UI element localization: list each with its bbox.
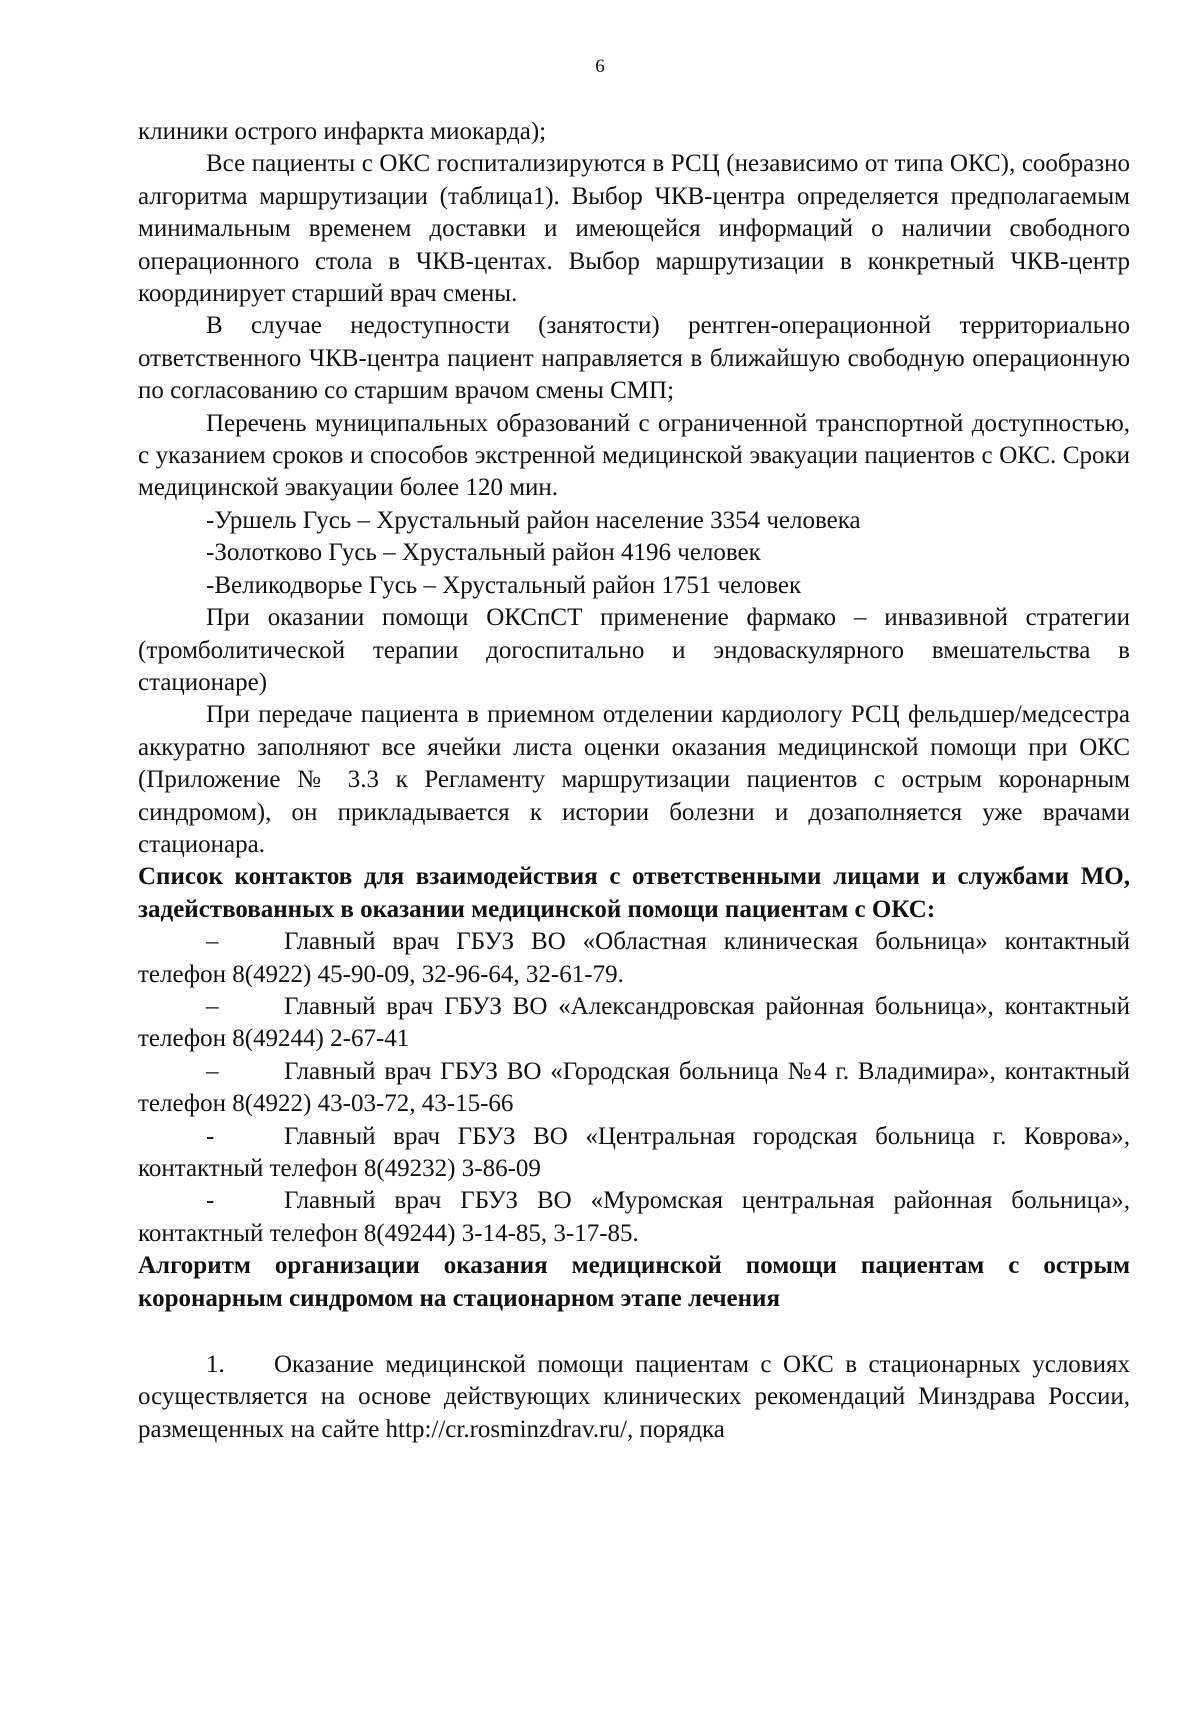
list-dash: - (206, 1122, 215, 1150)
list-item-locality: -Великодворье Гусь – Хрустальный район 1751 человек (206, 571, 802, 599)
algorithm-heading: Алгоритм организации оказания медицинской помощи пациентам с острым коронарным синдромом на стационарном этапе лечения (138, 1252, 1130, 1312)
list-dash: – (206, 1057, 219, 1085)
paragraph-hospitalization: Все пациенты с ОКС госпитализируются в РСЦ (независимо от типа ОКС), сообразно алгоритма маршрутизации (таблица1). Выбор ЧКВ-центра определяется предполагаемым минимальным временем доставки и имеющейся информаций о наличии свободного операционного стола в ЧКВ-центах. Выбор маршрутизации в конкретный ЧКВ-центр координирует старший врач смены. (138, 150, 1130, 308)
contact-text: Главный врач ГБУЗ ВО «Александровская районная больница», контактный телефон 8(49244) 2-67-41 (138, 992, 1130, 1053)
item-text: Оказание медицинской помощи пациентам с ОКС в стационарных условиях осуществляется на основе действующих клинических рекомендаций Минздрава России, размещенных на сайте http://cr.rosminzdrav.ru/, порядка (138, 1351, 1130, 1443)
paragraph-municipalities: Перечень муниципальных образований с ограниченной транспортной доступностью, с указанием сроков и способов экстренной медицинской эвакуации пациентов с ОКС. Сроки медицинской эвакуации более 120 мин. (138, 409, 1130, 502)
contacts-heading: Список контактов для взаимодействия с ответственными лицами и службами МО, задействованных в оказании медицинской помощи пациентам с ОКС: (138, 863, 1130, 923)
contact-text: Главный врач ГБУЗ ВО «Центральная городская больница г. Коврова», контактный телефон 8(49232) 3-86-09 (138, 1122, 1130, 1182)
contact-item (138, 1056, 1130, 1121)
page-number: 6 (595, 56, 605, 77)
list-item-locality: -Уршель Гусь – Хрустальный район население 3354 человека (206, 506, 861, 534)
contact-text: Главный врач ГБУЗ ВО «Областная клиническая больница» контактный телефон 8(4922) 45-90-09, 32-96-64, 32-61-79. (138, 928, 1130, 988)
list-dash: – (206, 992, 219, 1020)
item-number: 1. (206, 1351, 225, 1379)
contact-item (138, 926, 1130, 991)
list-dash: – (206, 928, 219, 956)
paragraph-handover: При передаче пациента в приемном отделении кардиологу РСЦ фельдшер/медсестра аккуратно заполняют все ячейки листа оценки оказания медицинской помощи при ОКС (Приложение № 3.3 к Регламенту маршрутизации пациентов с острым коронарным синдромом), он прикладывается к истории болезни и дозаполняется уже врачами стационара. (138, 701, 1130, 858)
paragraph-strategy: При оказании помощи ОКСпСТ применение фармако – инвазивной стратегии (тромболитической терапии догоспитально и эндоваскулярного вмешательства в стационаре) (138, 604, 1130, 696)
list-item-locality: -Золотково Гусь – Хрустальный район 4196 человек (206, 539, 761, 567)
contact-text: Главный врач ГБУЗ ВО «Муромская центральная районная больница», контактный телефон 8(49244) 3-14-85, 3-17-85. (138, 1187, 1130, 1247)
document-body (138, 116, 1130, 1446)
paragraph-continuation: клиники острого инфаркта миокарда); (138, 118, 547, 145)
contact-item (138, 991, 1130, 1056)
contact-text: Главный врач ГБУЗ ВО «Городская больница №4 г. Владимира», контактный телефон 8(4922) 43-03-72, 43-15-66 (138, 1057, 1130, 1118)
contact-item (138, 1185, 1130, 1250)
paragraph-unavailability: В случае недоступности (занятости) рентген-операционной территориально ответственного ЧКВ-центра пациент направляется в ближайшую свободную операционную по согласованию со старшим врачом смены СМП; (138, 312, 1130, 405)
numbered-item (138, 1349, 1130, 1446)
contact-item (138, 1121, 1130, 1186)
list-dash: - (206, 1187, 215, 1215)
